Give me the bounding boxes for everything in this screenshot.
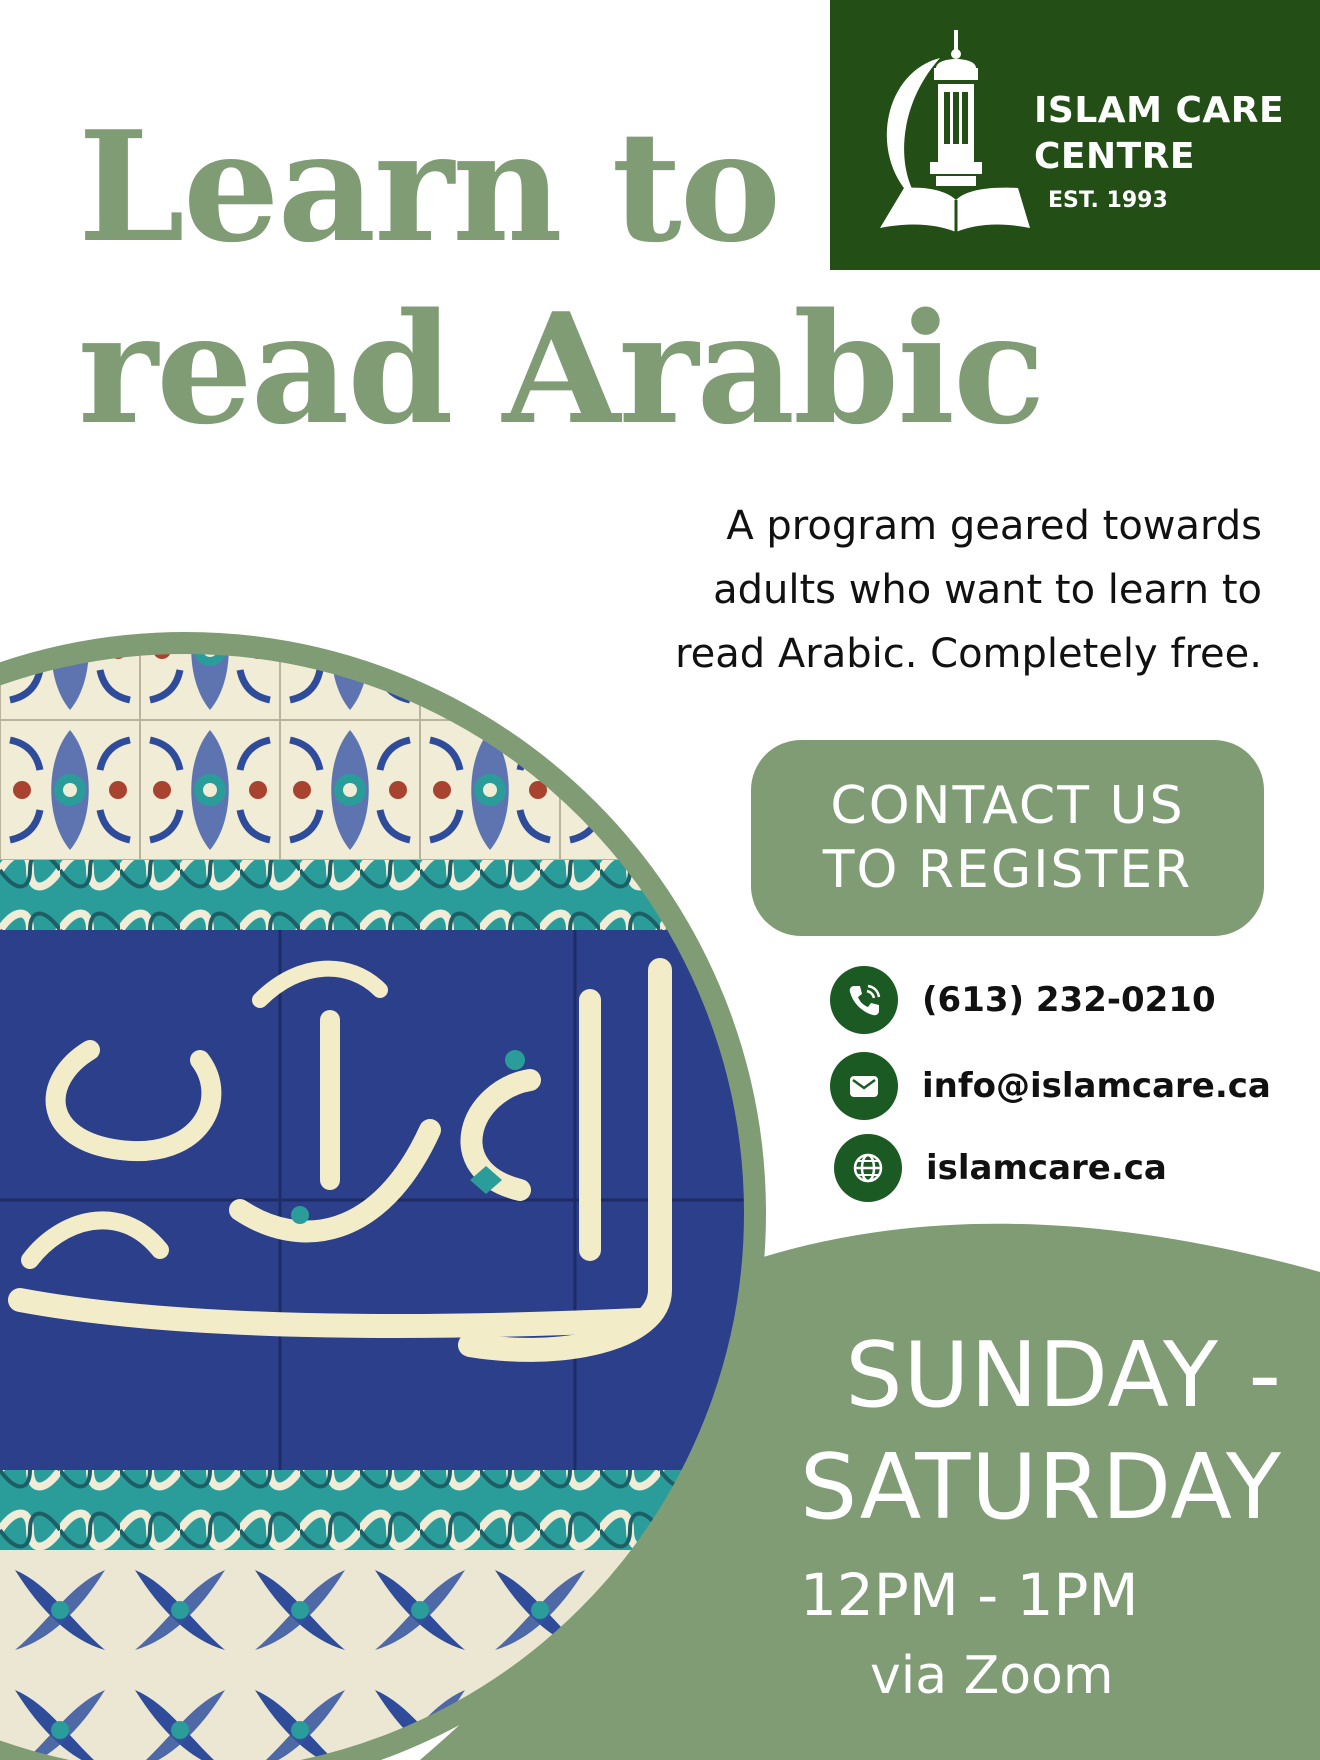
description-line1: A program geared towards [726,503,1262,549]
description-line3: read Arabic. Completely free. [675,631,1262,677]
schedule-days [742,1320,1282,1544]
cta-line2: TO REGISTER [822,840,1193,900]
contact-website[interactable] [834,1134,1167,1202]
contact-phone[interactable] [830,966,1216,1034]
headline-line1: Learn to [78,97,780,276]
schedule-time: 12PM - 1PM [800,1561,1139,1629]
program-description [542,494,1262,686]
logo-established: EST. 1993 [1048,188,1168,213]
register-contact-button[interactable] [751,740,1264,936]
phone-icon [830,966,898,1034]
contact-email[interactable] [830,1052,1271,1120]
description-line2: adults who want to learn to [713,567,1262,613]
website-url[interactable]: islamcare.ca [926,1148,1167,1188]
cta-line1: CONTACT US [830,776,1185,836]
days-line1: SUNDAY - [845,1323,1282,1428]
schedule-platform: via Zoom [870,1646,1114,1706]
logo-name-line2: CENTRE [1034,136,1196,177]
logo-name-line1: ISLAM CARE [1034,90,1285,131]
phone-number[interactable]: (613) 232-0210 [922,980,1216,1020]
headline [78,96,1044,460]
days-line2: SATURDAY [799,1435,1282,1540]
mail-icon [830,1052,898,1120]
headline-line2: read Arabic [78,279,1044,458]
globe-icon [834,1134,902,1202]
email-address[interactable]: info@islamcare.ca [922,1066,1271,1106]
